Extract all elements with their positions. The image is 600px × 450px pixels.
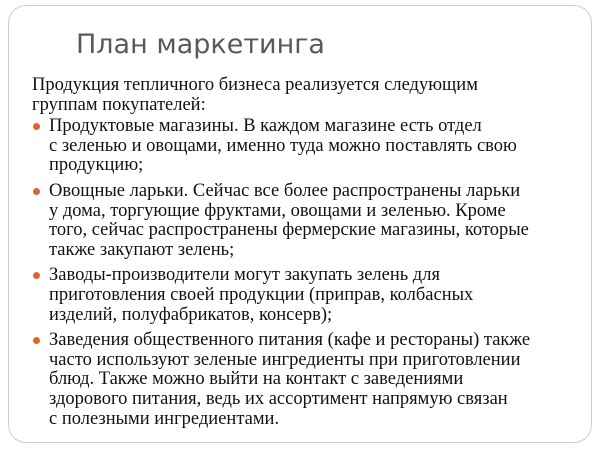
bullet-item-catering	[32, 331, 577, 429]
slide-body	[32, 76, 577, 435]
bullet-line: часто используют зеленые ингредиенты при приготовлении	[49, 349, 521, 370]
bullet-line: изделий, полуфабрикатов, консерв);	[49, 304, 333, 325]
round-bullet-icon	[33, 272, 40, 279]
bullet-line: также закупают зелень;	[49, 239, 235, 260]
bullet-line: здорового питания, ведь их ассортимент напрямую связан	[49, 388, 508, 409]
bullet-list	[32, 117, 577, 429]
bullet-item-grocery-stores	[32, 117, 577, 176]
bullet-line: с зеленью и овощами, именно туда можно поставлять свою	[49, 135, 517, 156]
bullet-line: у дома, торгующие фруктами, овощами и зеленью. Кроме	[49, 200, 506, 221]
intro-line: группам покупателей:	[32, 94, 206, 115]
round-bullet-icon	[33, 123, 40, 130]
bullet-line: продукцию;	[49, 155, 144, 176]
bullet-line: с полезными ингредиентами.	[49, 408, 280, 429]
round-bullet-icon	[33, 337, 40, 344]
slide-frame	[8, 5, 592, 443]
slide-title: План маркетинга	[76, 29, 325, 60]
bullet-line: Овощные ларьки. Сейчас все более распространены ларьки	[49, 180, 521, 201]
bullet-line: блюд. Также можно выйти на контакт с заведениями	[49, 369, 464, 390]
bullet-line: Заводы-производители могут закупать зелень для	[49, 265, 440, 286]
bullet-line: Заведения общественного питания (кафе и рестораны) также	[49, 330, 531, 351]
round-bullet-icon	[33, 188, 40, 195]
bullet-line: приготовления своей продукции (приправ, колбасных	[49, 284, 474, 305]
bullet-item-manufacturers	[32, 266, 577, 325]
intro-paragraph	[32, 76, 577, 115]
bullet-line: того, сейчас распространены фермерские магазины, которые	[49, 220, 529, 241]
intro-line: Продукция тепличного бизнеса реализуется следующим	[32, 75, 478, 95]
bullet-line: Продуктовые магазины. В каждом магазине есть отдел	[49, 116, 482, 137]
bullet-item-vegetable-stalls	[32, 182, 577, 260]
